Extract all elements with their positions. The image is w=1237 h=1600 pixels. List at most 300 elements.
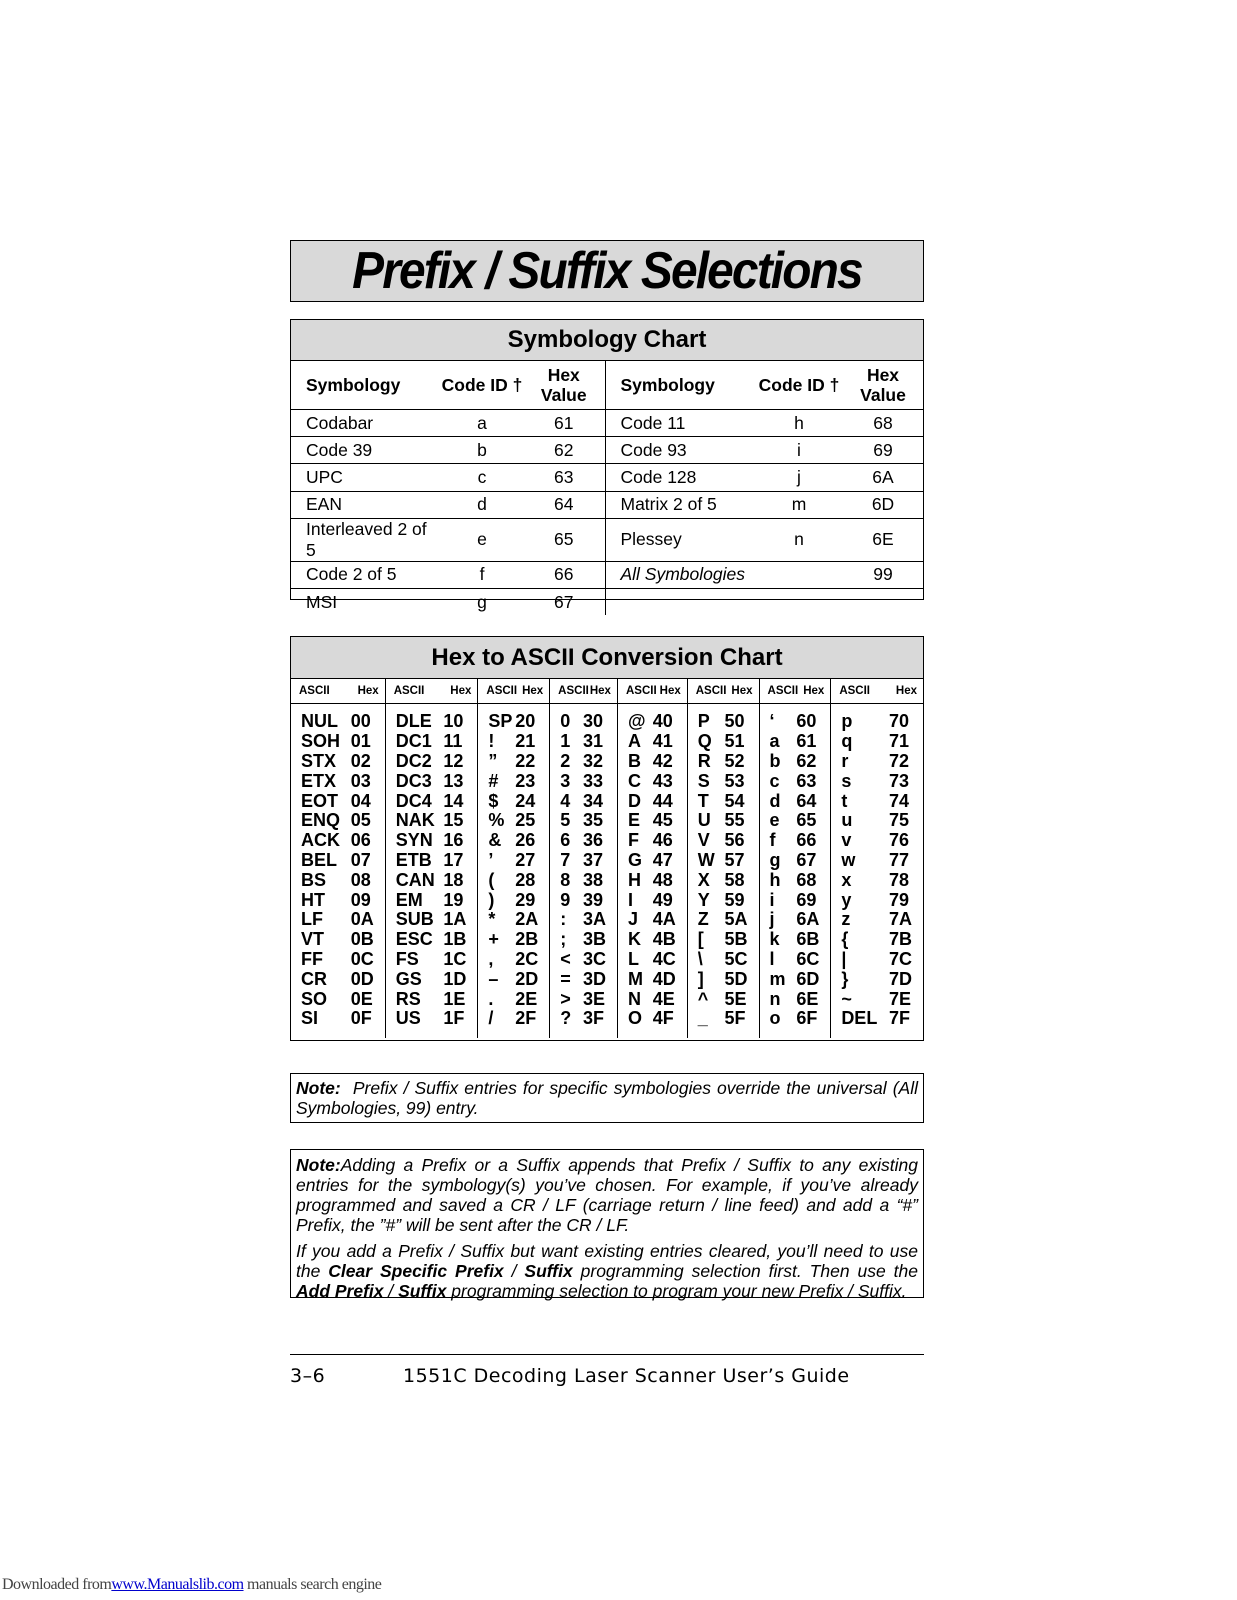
hex-chart-entry [760,870,831,890]
hex-code: 49 [652,889,673,910]
hex-chart-entry [831,1009,923,1029]
header-ascii: ASCII [839,685,870,697]
hex-value: 64 [523,491,605,518]
ascii-char: DC3 [395,770,432,791]
hex-chart-column-header [550,679,618,703]
ascii-char: FF [301,948,323,969]
hex-chart-entry [291,831,385,851]
hex-chart-entry [478,831,549,851]
hex-chart-entry [386,989,478,1009]
ascii-char: T [697,790,709,811]
header-hex: Hex [731,685,753,697]
hex-chart-entry [760,771,831,791]
ascii-char: N [627,988,641,1009]
ascii-char: t [841,790,848,811]
hex-chart-entry [478,989,549,1009]
hex-code: 07 [350,849,371,870]
code-id: n [755,518,843,561]
hex-chart-entry [291,910,385,930]
hex-value: 6E [843,518,923,561]
hex-value: 6A [843,464,923,491]
ascii-char: W [697,849,715,870]
ascii-char: ’ [488,849,494,870]
hex-code: 5F [724,1008,746,1029]
hex-chart-entry [618,732,687,752]
hex-code: 3F [582,1008,604,1029]
ascii-char: NAK [395,810,435,831]
hex-code: 10 [443,711,464,732]
hex-code: 02 [350,751,371,771]
ascii-char: DEL [841,1008,878,1029]
ascii-char: 6 [560,830,571,851]
ascii-char: $ [488,790,499,811]
hex-value: 69 [843,437,923,464]
hex-code: 22 [515,751,536,771]
hex-code: 6C [796,948,820,969]
guide-title: 1551C Decoding Laser Scanner User’s Guide [403,1365,850,1387]
hex-chart-entry [550,930,617,950]
download-prefix: Downloaded from [2,1576,112,1593]
hex-code: 18 [443,869,464,890]
hex-code: 79 [889,889,910,910]
hex-chart-entry [618,930,687,950]
header-hex: Hex [357,685,379,697]
hex-code: 2B [515,929,539,950]
hex-chart-entry [831,811,923,831]
hex-chart-entry [688,791,759,811]
hex-code: 75 [889,810,910,831]
hex-chart-entry [831,930,923,950]
hex-chart-column-header [618,679,688,703]
hex-chart-entry [760,732,831,752]
symbology-name: Code 39 [291,437,441,464]
hex-code: 63 [796,770,817,791]
ascii-char: r [841,751,849,771]
ascii-char: C [627,770,641,791]
hex-chart-entry [760,969,831,989]
ascii-char: { [841,929,849,950]
hex-chart-entry [688,712,759,732]
hex-chart-entry [831,969,923,989]
hex-code: 62 [796,751,817,771]
hex-chart-entry [478,870,549,890]
symbology-name: Code 2 of 5 [291,561,441,588]
page-number: 3–6 [290,1365,326,1387]
symbology-row [291,561,923,588]
hex-chart-column [291,704,386,1038]
hex-code: 1B [443,929,467,950]
hex-chart-entry [478,910,549,930]
header-ascii: ASCII [393,685,425,697]
symbology-row [291,518,923,561]
ascii-char: R [697,751,711,771]
hex-code: 20 [515,711,536,732]
hex-chart-entry [386,1009,478,1029]
ascii-char: I [627,889,633,910]
hex-code: 68 [796,869,817,890]
ascii-char: K [627,929,641,950]
code-id [755,561,843,588]
hex-code: 6A [796,909,820,930]
symbology-name: MSI [306,591,338,612]
hex-chart-entry [386,831,478,851]
ascii-char: 7 [560,849,571,870]
hex-code: 2F [515,1008,537,1029]
code-id: g [477,591,487,612]
code-id: e [441,518,523,561]
ascii-char: ETX [301,770,337,791]
ascii-char: DC1 [395,731,432,752]
hex-code: 38 [582,869,603,890]
ascii-char: & [488,830,502,851]
hex-chart-entry [550,870,617,890]
ascii-char: \ [697,948,703,969]
hex-chart-entry [550,811,617,831]
hex-chart-entry [291,870,385,890]
hex-chart-entry [831,989,923,1009]
hex-chart-column [831,704,923,1038]
symbology-row [291,464,923,491]
hex-chart-entry [550,831,617,851]
hex-code: 1F [443,1008,465,1029]
hex-chart-entry [618,831,687,851]
hex-code: 67 [796,849,817,870]
hex-chart-entry [618,811,687,831]
hex-chart-entry [618,890,687,910]
hex-chart-entry [386,910,478,930]
hex-code: 4E [652,988,675,1009]
hex-chart-column [760,704,832,1038]
hex-code: 7B [889,929,913,950]
hex-code: 13 [443,770,464,791]
hex-code: 32 [582,751,603,771]
hex-code: 08 [350,869,371,890]
hex-code: 12 [443,751,464,771]
hex-code: 6E [796,988,819,1009]
hex-chart-entry [478,771,549,791]
note-paragraph-1: Adding a Prefix or a Suffix appends that Prefix / Suffix to any existing entries for the symbology(s) you’ve chosen. For example, if you’ve already programmed and saved a CR / LF (carriage return / line feed) and add a “#” Prefix, the ”#” will be sent after the CR / LF. [296,1155,918,1235]
symbology-row [291,491,923,518]
code-id: d [441,491,523,518]
hex-code: 21 [515,731,536,752]
hex-chart-entry [760,1009,831,1029]
hex-code: 43 [652,770,673,791]
hex-code: 5E [724,988,747,1009]
hex-chart-entry [831,791,923,811]
header-hex: Hex [659,685,681,697]
hex-chart-entry [688,732,759,752]
ascii-char: s [841,770,852,791]
hex-value: 63 [523,464,605,491]
ascii-char: Z [697,909,709,930]
header-hex-value: Hex Value [843,361,923,410]
hex-value: 6D [843,491,923,518]
footer-rule [290,1354,924,1355]
hex-chart-entry [291,752,385,772]
ascii-char: FS [395,948,419,969]
hex-code: 2A [515,909,539,930]
hex-chart-entry [618,910,687,930]
hex-chart-entry [386,851,478,871]
hex-chart-column-header [760,679,832,703]
hex-chart-header-row [291,679,923,704]
hex-chart-entry [688,771,759,791]
hex-chart-entry [478,712,549,732]
hex-code: 54 [724,790,745,811]
ascii-char: ^ [697,988,709,1009]
symbology-name: All Symbologies [605,561,755,588]
hex-code: 4C [652,948,676,969]
hex-code: 7F [889,1008,911,1029]
ascii-char: | [841,948,847,969]
hex-chart-entry [618,851,687,871]
ascii-char: DC2 [395,751,432,771]
hex-code: 56 [724,830,745,851]
hex-chart-entry [386,791,478,811]
hex-ascii-chart [290,636,924,1041]
hex-chart-entry [550,969,617,989]
hex-code: 2C [515,948,539,969]
hex-chart-entry [688,910,759,930]
hex-code: 2D [515,968,539,989]
hex-code: 52 [724,751,745,771]
hex-value: 62 [523,437,605,464]
hex-chart-entry [291,989,385,1009]
ascii-char: 0 [560,711,571,732]
hex-code: 66 [796,830,817,851]
ascii-char: j [769,909,775,930]
header-ascii: ASCII [558,685,589,697]
hex-code: 58 [724,869,745,890]
ascii-char: / [488,1008,494,1029]
ascii-char: STX [301,751,337,771]
hex-chart-column-header [688,679,760,703]
hex-code: 55 [724,810,745,831]
hex-chart-entry [688,950,759,970]
symbology-name: Codabar [291,410,441,437]
hex-code: 44 [652,790,673,811]
hex-chart-entry [831,752,923,772]
hex-chart-entry [618,752,687,772]
hex-code: 25 [515,810,536,831]
hex-code: 5A [724,909,748,930]
ascii-char: o [769,1008,781,1029]
symbology-name [605,588,755,615]
ascii-char: % [488,810,505,831]
hex-chart-entry [478,1009,549,1029]
code-id: h [755,410,843,437]
hex-chart-entry [831,870,923,890]
hex-chart-entry [688,930,759,950]
hex-chart-entry [831,831,923,851]
hex-chart-entry [291,732,385,752]
hex-code: 7D [889,968,913,989]
hex-chart-entry [760,910,831,930]
hex-value: 67 [523,588,605,615]
hex-code: 34 [582,790,603,811]
symbology-row [291,437,923,464]
hex-code: 16 [443,830,464,851]
hex-chart-column [386,704,479,1038]
hex-chart-column [478,704,550,1038]
hex-code: 6D [796,968,820,989]
hex-code: 42 [652,751,673,771]
ascii-char: DC4 [395,790,432,811]
header-ascii: ASCII [486,685,518,697]
hex-chart-entry [688,831,759,851]
hex-chart-entry [688,969,759,989]
hex-chart-entry [386,732,478,752]
hex-chart-entry [291,771,385,791]
hex-code: 70 [889,711,910,732]
hex-chart-entry [478,732,549,752]
symbology-name: Code 11 [605,410,755,437]
hex-code: 60 [796,711,817,732]
ascii-char: 8 [560,869,571,890]
hex-chart-entry [478,811,549,831]
hex-chart-entry [760,712,831,732]
hex-chart-entry [760,851,831,871]
code-id: f [441,561,523,588]
manualslib-link[interactable]: www.Manualslib.com [111,1576,244,1593]
hex-code: 0F [350,1008,372,1029]
hex-chart-entry [478,851,549,871]
hex-chart-entry [760,989,831,1009]
hex-chart-entry [478,890,549,910]
hex-code: 51 [724,731,745,752]
ascii-char: v [841,830,852,851]
page-title-banner [290,240,924,302]
hex-chart-entry [831,732,923,752]
hex-chart-entry [760,890,831,910]
hex-chart-entry [618,950,687,970]
hex-code: 4D [652,968,676,989]
hex-chart-entry [478,791,549,811]
ascii-char: ~ [841,988,852,1009]
ascii-char: NUL [301,711,338,732]
ascii-char: + [488,929,499,950]
ascii-char: ! [488,731,495,752]
ascii-char: ; [560,929,567,950]
ascii-char: * [488,909,496,930]
header-ascii: ASCII [299,685,330,697]
hex-code: 1D [443,968,467,989]
hex-code: 3D [582,968,606,989]
hex-code: 3B [582,929,606,950]
hex-code: 1C [443,948,467,969]
hex-chart-entry [386,950,478,970]
hex-code: 74 [889,790,910,811]
hex-chart-entry [291,712,385,732]
ascii-char: ACK [301,830,340,851]
ascii-char: F [627,830,639,851]
ascii-char: – [488,968,499,989]
symbology-row [291,588,923,615]
ascii-char: f [769,830,776,851]
symbology-name: Matrix 2 of 5 [605,491,755,518]
ascii-char: > [560,988,571,1009]
download-suffix: manuals search engine [247,1576,382,1593]
hex-chart-entry [760,930,831,950]
ascii-char: [ [697,929,704,950]
hex-chart-entry [550,771,617,791]
ascii-char: p [841,711,853,732]
header-ascii: ASCII [625,685,657,697]
hex-code: 5B [724,929,748,950]
ascii-char: 1 [560,731,571,752]
hex-code: 64 [796,790,817,811]
ascii-char: E [627,810,640,831]
hex-chart-columns [291,704,923,1038]
hex-code: 4A [652,909,676,930]
note-text: Prefix / Suffix entries for specific symbologies override the universal (All Symbologies, 99) entry. [296,1078,918,1118]
hex-chart-entry [291,969,385,989]
hex-chart-entry [386,712,478,732]
hex-code: 04 [350,790,371,811]
hex-code: 24 [515,790,536,811]
hex-chart-entry [478,930,549,950]
hex-chart-entry [550,910,617,930]
hex-chart-entry [550,732,617,752]
hex-code: 0D [350,968,374,989]
ascii-char: ‘ [769,711,775,732]
hex-code: 6B [796,929,820,950]
hex-code: 47 [652,849,673,870]
note-label: Note: [296,1078,341,1098]
hex-chart-entry [550,989,617,1009]
symbology-table [291,361,923,615]
hex-code: 39 [582,889,603,910]
ascii-char: , [488,948,494,969]
ascii-char: ESC [395,929,433,950]
hex-code: 17 [443,849,464,870]
hex-chart-entry [478,969,549,989]
hex-chart-column [618,704,688,1038]
hex-code: 5D [724,968,748,989]
hex-chart-entry [291,1009,385,1029]
hex-code: 29 [515,889,536,910]
hex-chart-entry [291,791,385,811]
header-hex: Hex [522,685,544,697]
hex-chart-entry [291,930,385,950]
hex-chart-entry [478,752,549,772]
ascii-char: CR [301,968,327,989]
symbology-name: UPC [291,464,441,491]
symbology-name: Interleaved 2 of 5 [291,518,441,561]
header-hex-value: Hex Value [523,361,605,410]
hex-chart-entry [550,1009,617,1029]
ascii-char: SO [301,988,328,1009]
hex-chart-entry [291,811,385,831]
ascii-char: ETB [395,849,432,870]
ascii-char: n [769,988,781,1009]
hex-code: 35 [582,810,603,831]
code-id: i [755,437,843,464]
hex-chart-entry [386,771,478,791]
ascii-char: _ [697,1008,708,1029]
hex-chart-caption: Hex to ASCII Conversion Chart [291,637,923,679]
symbology-name: Code 93 [605,437,755,464]
hex-chart-entry [618,870,687,890]
hex-chart-column-header [478,679,550,703]
ascii-char: B [627,751,641,771]
hex-code: 37 [582,849,603,870]
hex-value: 68 [843,410,923,437]
ascii-char: M [627,968,643,989]
hex-code: 3C [582,948,606,969]
hex-code: 48 [652,869,673,890]
hex-chart-column-header [831,679,923,703]
